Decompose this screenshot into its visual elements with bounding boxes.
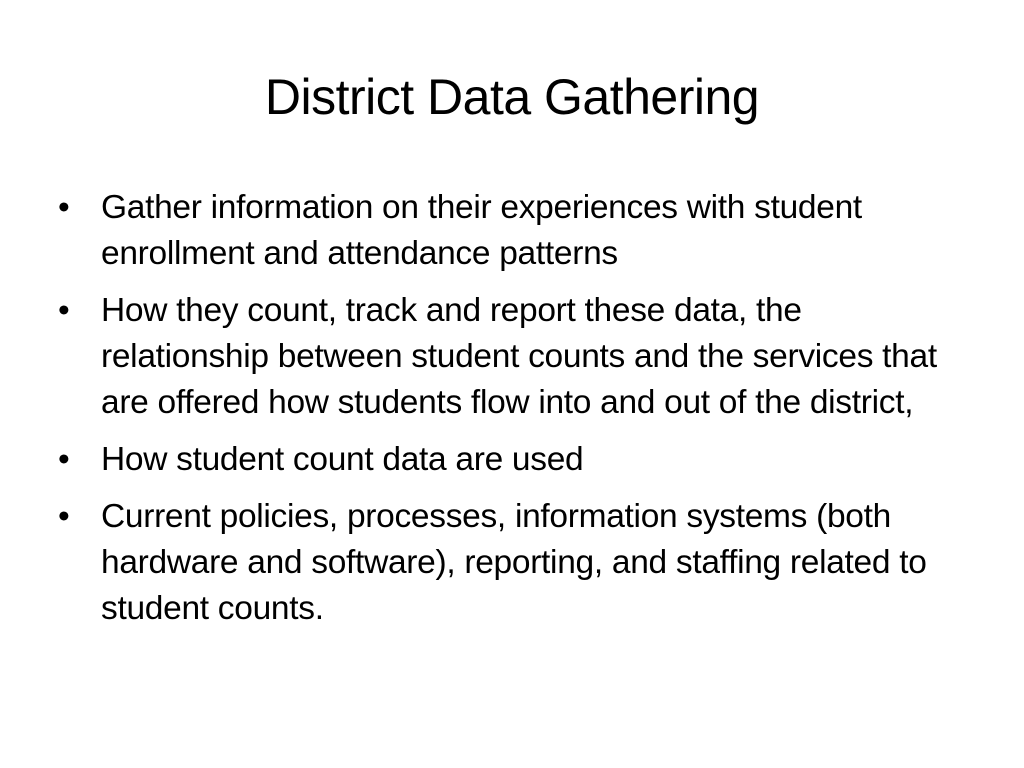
bullet-dot-icon: •	[58, 189, 70, 226]
bullet-text: Current policies, processes, information systems (both hardware and software), reporting, and staffing related to student counts.	[101, 498, 927, 627]
bullet-item	[58, 185, 958, 277]
bullet-text: How they count, track and report these data, the relationship between student counts and the services that are offered how students flow into and out of the district,	[101, 292, 937, 421]
slide-title: District Data Gathering	[264, 69, 760, 125]
bullet-item	[58, 437, 958, 483]
bullet-item	[58, 494, 958, 632]
bullet-dot-icon: •	[58, 292, 70, 329]
bullet-dot-icon: •	[58, 441, 70, 478]
bullet-item	[58, 288, 958, 426]
bullet-text: Gather information on their experiences with student enrollment and attendance patterns	[101, 189, 862, 272]
bullet-dot-icon: •	[58, 498, 70, 535]
bullet-list	[58, 185, 958, 643]
bullet-text: How student count data are used	[101, 441, 584, 478]
